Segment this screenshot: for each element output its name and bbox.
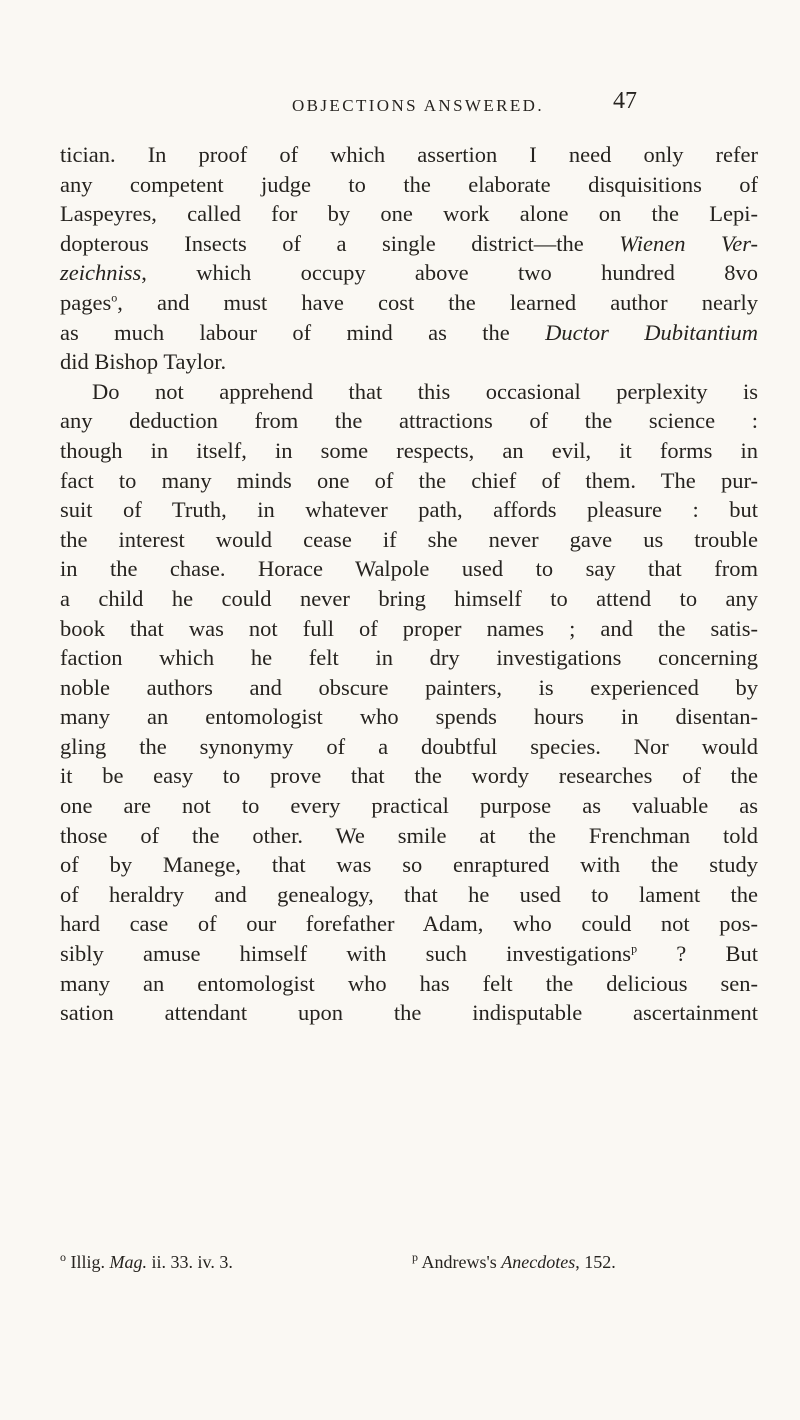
text-line bbox=[60, 939, 758, 969]
text-line: though in itself, in some respects, an evil, it forms in bbox=[60, 437, 758, 463]
text-line: any deduction from the attractions of the science : bbox=[60, 408, 758, 434]
text-line: in the chase. Horace Walpole used to say that from bbox=[60, 556, 758, 582]
italic-title: Wienen Ver- bbox=[619, 230, 759, 256]
footnote-p bbox=[412, 1252, 616, 1273]
text-line: those of the other. We smile at the Frenchman told bbox=[60, 822, 758, 848]
text-line bbox=[60, 229, 758, 259]
text-line: book that was not full of proper names ; and the satis- bbox=[60, 615, 758, 641]
text-line: of by Manege, that was so enraptured with the study bbox=[60, 852, 758, 878]
text-line bbox=[60, 258, 758, 288]
text-line bbox=[60, 288, 758, 318]
text-line: gling the synonymy of a doubtful species. Nor would bbox=[60, 733, 758, 759]
footnote-mark: o bbox=[60, 1250, 66, 1264]
text-run: sibly amuse himself with such investigations bbox=[60, 941, 632, 967]
footnote-o bbox=[60, 1252, 233, 1273]
text-line: Do not apprehend that this occasional perplexity is bbox=[92, 378, 758, 404]
page-number: 47 bbox=[613, 88, 637, 114]
text-line: suit of Truth, in whatever path, affords pleasure : but bbox=[60, 497, 758, 523]
text-line: faction which he felt in dry investigations concerning bbox=[60, 645, 758, 671]
italic-title: Mag. bbox=[109, 1252, 147, 1272]
paragraph-2 bbox=[60, 377, 758, 1028]
page-header bbox=[60, 86, 758, 122]
text-line: Laspeyres, called for by one work alone on the Lepi- bbox=[60, 201, 758, 227]
text-line: tician. In proof of which assertion I need only refer bbox=[60, 142, 758, 167]
text-run: dopterous Insects of a single district—the bbox=[60, 230, 620, 256]
text-run: Andrews's bbox=[418, 1252, 502, 1272]
text-run: , and must have cost the learned author nearly bbox=[117, 289, 758, 315]
text-line: fact to many minds one of the chief of them. The pur- bbox=[60, 467, 758, 493]
text-line: any competent judge to the elaborate disquisitions of bbox=[60, 171, 758, 197]
text-line: did Bishop Taylor. bbox=[60, 349, 227, 375]
text-run: pages bbox=[60, 289, 112, 315]
text-line: many an entomologist who has felt the delicious sen- bbox=[60, 970, 758, 996]
text-line: one are not to every practical purpose as valuable as bbox=[60, 793, 758, 819]
body-text bbox=[60, 140, 758, 1028]
text-line: many an entomologist who spends hours in disentan- bbox=[60, 704, 758, 730]
text-line: sation attendant upon the indisputable ascertainment bbox=[60, 1000, 758, 1026]
paragraph-1 bbox=[60, 140, 758, 377]
running-head: OBJECTIONS ANSWERED. bbox=[292, 96, 545, 115]
text-line: of heraldry and genealogy, that he used to lament the bbox=[60, 881, 758, 907]
footnote-mark: p bbox=[412, 1250, 418, 1264]
text-run: , which occupy above two hundred 8vo bbox=[141, 260, 758, 286]
italic-title: zeichniss bbox=[60, 260, 142, 286]
italic-title: Anecdotes bbox=[501, 1252, 576, 1272]
text-line bbox=[60, 318, 758, 348]
footnote-ref: p bbox=[631, 941, 638, 956]
footnote-ref: o bbox=[111, 290, 118, 305]
text-line: a child he could never bring himself to attend to any bbox=[60, 585, 758, 611]
text-run: as much labour of mind as the bbox=[60, 319, 546, 345]
italic-title: Ductor Dubitantium bbox=[545, 319, 759, 345]
text-line: hard case of our forefather Adam, who could not pos- bbox=[60, 911, 758, 937]
text-run: , 152. bbox=[575, 1252, 616, 1272]
text-line: the interest would cease if she never gave us trouble bbox=[60, 526, 758, 552]
text-line: it be easy to prove that the wordy researches of the bbox=[60, 763, 758, 789]
text-run: Illig. bbox=[66, 1252, 110, 1272]
text-run: ? But bbox=[637, 941, 758, 967]
text-line: noble authors and obscure painters, is experienced by bbox=[60, 674, 758, 700]
text-run: ii. 33. iv. 3. bbox=[147, 1252, 233, 1272]
